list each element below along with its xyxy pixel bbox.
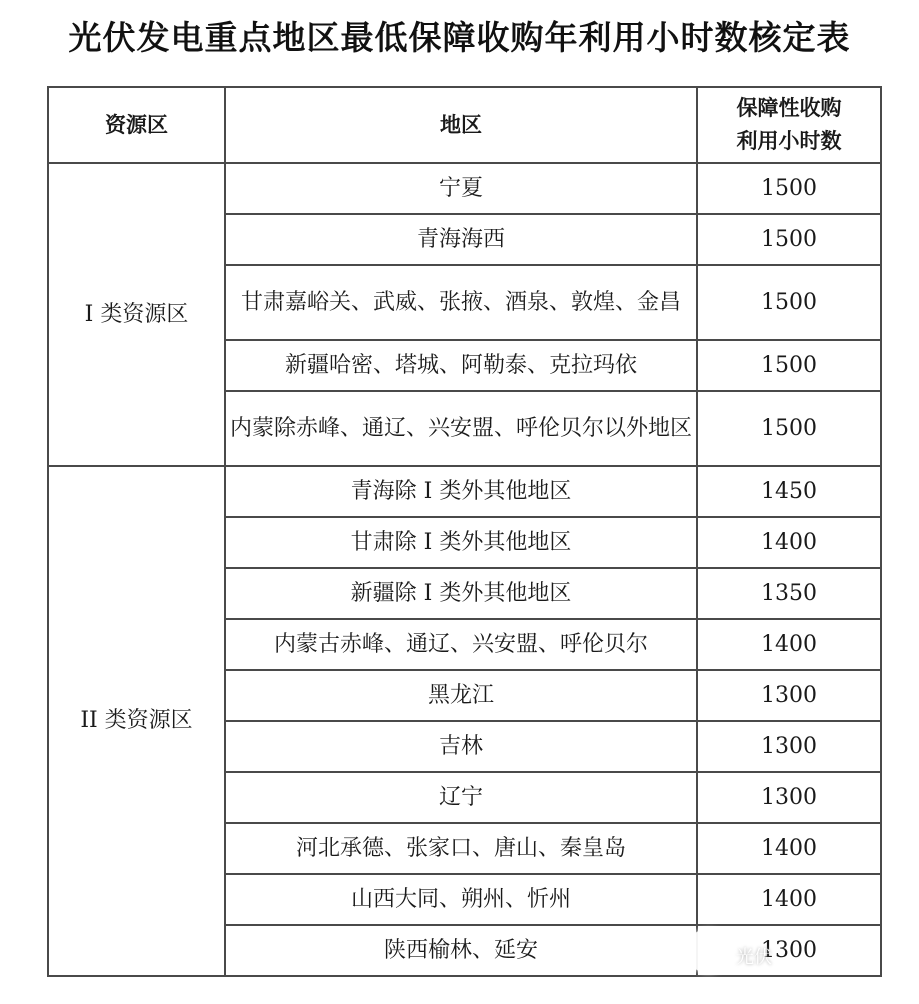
header-zone: 资源区 [48,87,225,163]
hours-cell: 1500 [697,163,881,214]
region-cell: 青海海西 [225,214,697,265]
hours-cell: 1500 [697,214,881,265]
table-row [48,163,881,214]
zone-cell-ii: II 类资源区 [48,466,225,976]
region-cell: 河北承德、张家口、唐山、秦皇岛 [225,823,697,874]
header-hours-line2: 利用小时数 [736,129,842,153]
hours-cell: 1500 [697,391,881,466]
region-cell: 辽宁 [225,772,697,823]
page-title: 光伏发电重点地区最低保障收购年利用小时数核定表 [68,18,851,57]
hours-cell: 1400 [697,874,881,925]
hours-cell: 1400 [697,517,881,568]
region-cell: 陕西榆林、延安 [225,925,697,976]
hours-cell: 1300 [697,721,881,772]
region-cell: 吉林 [225,721,697,772]
table-header-row [48,87,881,163]
zone-cell-i: I 类资源区 [48,163,225,466]
region-cell: 内蒙古赤峰、通辽、兴安盟、呼伦贝尔 [225,619,697,670]
header-hours-line1: 保障性收购 [736,96,842,120]
region-cell: 新疆除 I 类外其他地区 [225,568,697,619]
hours-cell: 1400 [697,619,881,670]
hours-cell: 1300 [697,925,881,976]
region-cell: 内蒙除赤峰、通辽、兴安盟、呼伦贝尔以外地区 [225,391,697,466]
hours-cell: 1300 [697,772,881,823]
hours-cell: 1300 [697,670,881,721]
region-cell: 新疆哈密、塔城、阿勒泰、克拉玛依 [225,340,697,391]
hours-cell: 1350 [697,568,881,619]
watermark-logo-icon [686,929,730,973]
region-cell: 甘肃除 I 类外其他地区 [225,517,697,568]
watermark-text: 光伏 [736,947,772,968]
hours-cell: 1500 [697,265,881,340]
hours-table [47,86,882,977]
region-cell: 宁夏 [225,163,697,214]
region-cell: 甘肃嘉峪关、武威、张掖、酒泉、敦煌、金昌 [225,265,697,340]
watermark [686,925,886,983]
hours-cell: 1500 [697,340,881,391]
header-region: 地区 [225,87,697,163]
header-hours [697,87,881,163]
hours-cell: 1400 [697,823,881,874]
hours-cell: 1450 [697,466,881,517]
region-cell: 黑龙江 [225,670,697,721]
region-cell: 青海除 I 类外其他地区 [225,466,697,517]
table-row [48,466,881,517]
region-cell: 山西大同、朔州、忻州 [225,874,697,925]
